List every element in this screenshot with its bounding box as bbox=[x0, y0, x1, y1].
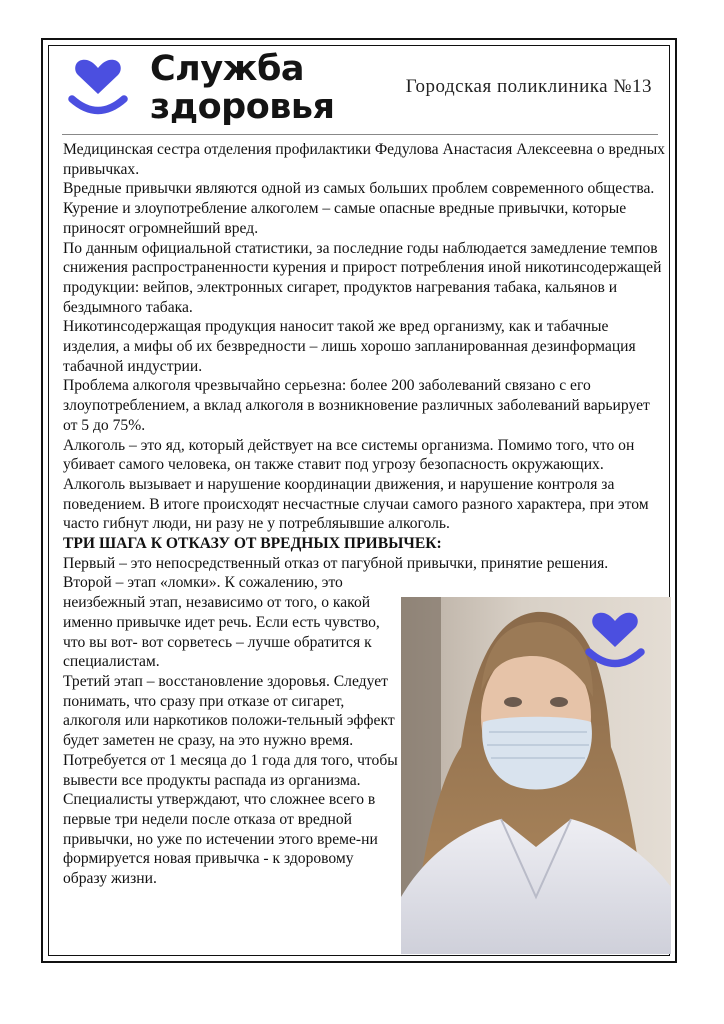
clinic-name: Городская поликлиника №13 bbox=[405, 76, 652, 97]
brand-name-line1: Служба bbox=[150, 49, 305, 89]
heart-smile-icon bbox=[66, 54, 130, 118]
nurse-photo-illustration bbox=[401, 597, 671, 954]
step-one: Первый – это непосредственный отказ от пагубной привычки, принятие решения. bbox=[63, 554, 609, 572]
closing-paragraph: Специалисты утверждают, что сложнее всего в первые три недели после отказа от вредной привычки, но уже по истечении этого време-ни формируется новая привычка - к здоровому образу жизни. bbox=[63, 791, 378, 888]
nurse-photo bbox=[401, 597, 671, 954]
steps-heading: ТРИ ШАГА К ОТКАЗУ ОТ ВРЕДНЫХ ПРИВЫЧЕК: bbox=[63, 535, 442, 553]
brand-name bbox=[150, 50, 335, 126]
article-paragraph-2: Вредные привычки являются одной из самых больших проблем современного общества. Курение и злоупотребление алкоголем – самые опасные вредные привычки, которые приносят огромнейший вред. bbox=[63, 180, 655, 237]
article-paragraph-4: Никотинсодержащая продукция наносит такой же вред организму, как и табачные изделия, а мифы об их безвредности – лишь хорошо запланированная дезинформация табачной индустрии. bbox=[63, 318, 636, 375]
brand-name-line2: здоровья bbox=[150, 87, 335, 127]
article-paragraph-1: Медицинская сестра отделения профилактики Федулова Анастасия Алексеевна о вредных привычках. bbox=[63, 141, 665, 178]
article-paragraph-3: По данным официальной статистики, за последние годы наблюдается замедление темпов снижения распространенности курения и прирост потребления иной никотинсодержащей продукции: вейпов, электронных сигарет, продуктов нагревания табака, кальянов и бездымного табака. bbox=[63, 239, 662, 316]
header-divider bbox=[62, 134, 658, 135]
article-paragraph-5: Проблема алкоголя чрезвычайно серьезна: более 200 заболеваний связано с его злоупотреблением, а вклад алкоголя в возникновение различных заболеваний варьирует от 5 до 75%. bbox=[63, 377, 650, 434]
article-paragraph-6: Алкоголь – это яд, который действует на все системы организма. Помимо того, что он убивает самого человека, он также ставит под угрозу безопасность окружающих. Алкоголь вызывает и нарушение координации движения, и нарушение контроля за поведением. В итоге происходят несчастные случаи самого разного характера, при этом часто гибнут люди, ни разу не у потребляывшие алкоголь. bbox=[63, 436, 649, 533]
step-three: Третий этап – восстановление здоровья. Следует понимать, что сразу при отказе от сигарет, алкоголя или наркотиков положи-тельный эффект будет заметен не сразу, на это нужно время. Потребуется от 1 месяца до 1 года для того, чтобы вывести все продукты распада из организма. bbox=[63, 672, 398, 789]
step-two: Второй – этап «ломки». К сожалению, это неизбежный этап, независимо от того, о какой именно привычке идет речь. Если есть чувство, что вы вот- вот сорветесь – лучше обратится к специалистам. bbox=[63, 574, 380, 671]
